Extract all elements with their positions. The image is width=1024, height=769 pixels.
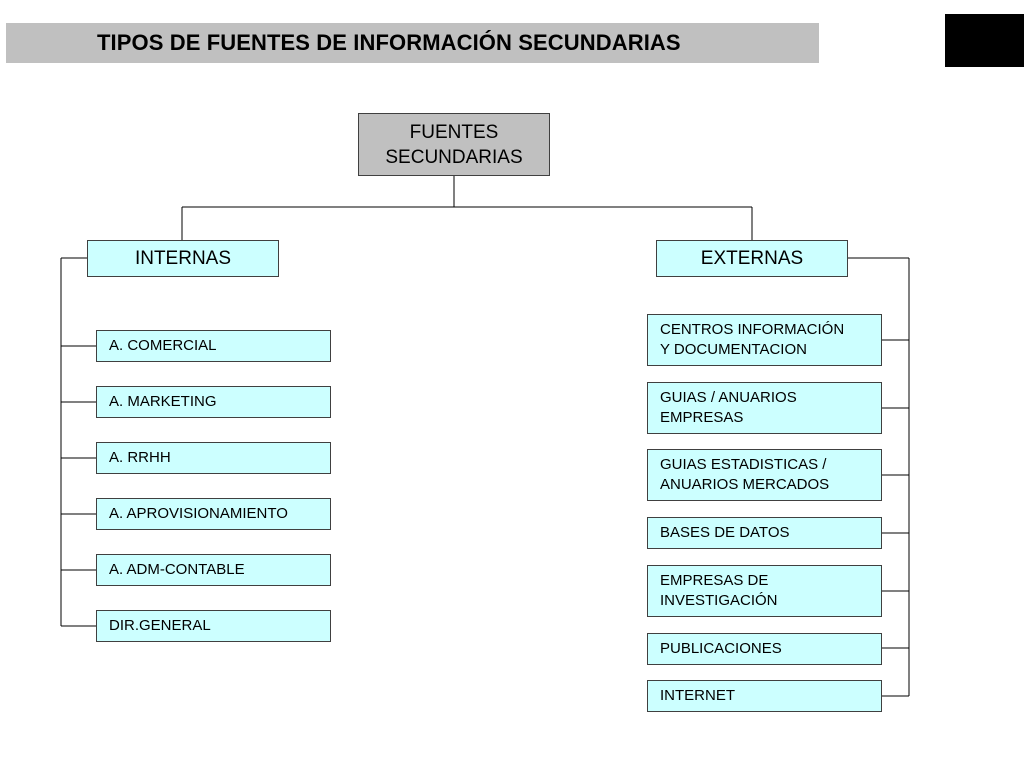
externas-item: CENTROS INFORMACIÓN Y DOCUMENTACION — [647, 314, 882, 366]
externas-item: PUBLICACIONES — [647, 633, 882, 665]
category-externas: EXTERNAS — [656, 240, 848, 277]
internas-item: A. MARKETING — [96, 386, 331, 418]
page-title: TIPOS DE FUENTES DE INFORMACIÓN SECUNDARIAS — [97, 30, 681, 55]
externas-item: BASES DE DATOS — [647, 517, 882, 549]
internas-item: A. COMERCIAL — [96, 330, 331, 362]
externas-item: EMPRESAS DE INVESTIGACIÓN — [647, 565, 882, 617]
externas-item: INTERNET — [647, 680, 882, 712]
internas-item: A. RRHH — [96, 442, 331, 474]
internas-item: A. ADM-CONTABLE — [96, 554, 331, 586]
internas-item: A. APROVISIONAMIENTO — [96, 498, 331, 530]
externas-item: GUIAS / ANUARIOS EMPRESAS — [647, 382, 882, 434]
externas-item: GUIAS ESTADISTICAS / ANUARIOS MERCADOS — [647, 449, 882, 501]
category-internas: INTERNAS — [87, 240, 279, 277]
internas-item: DIR.GENERAL — [96, 610, 331, 642]
root-node: FUENTES SECUNDARIAS — [358, 113, 550, 176]
